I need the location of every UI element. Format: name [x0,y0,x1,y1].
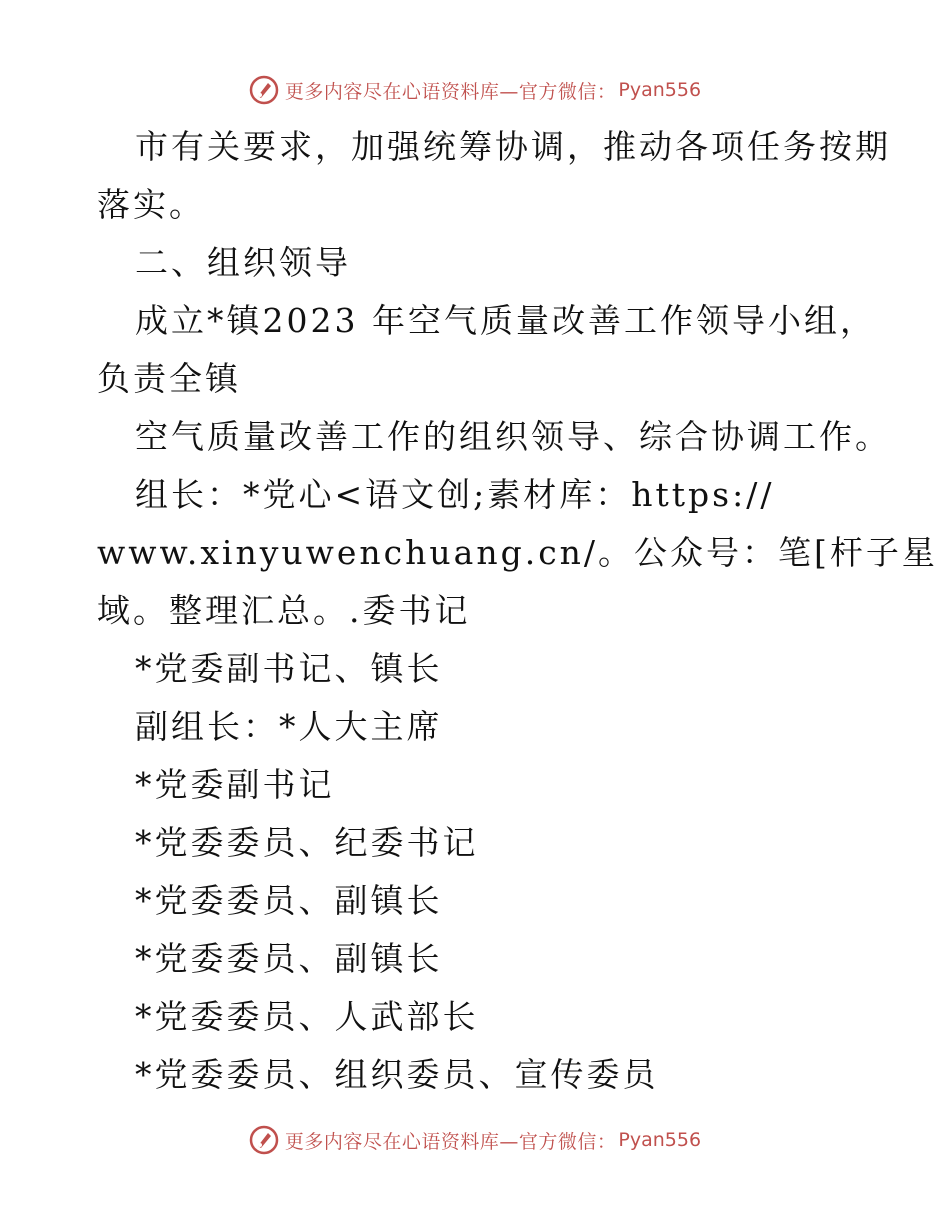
header-watermark [0,70,950,110]
watermark-wechat-id: Pyan556 [618,1129,702,1151]
pen-nib-logo-icon [249,1125,279,1155]
member-line: *党委副书记、镇长 [135,649,443,688]
body-line: 成立*镇2023 年空气质量改善工作领导小组， [135,301,876,340]
body-line: 落实。 [97,185,205,224]
body-line: 负责全镇 [97,359,241,398]
footer-watermark [0,1120,950,1160]
body-line: 组长：*党心<语文创;素材库：https:// [135,475,775,514]
member-line: *党委委员、组织委员、宣传委员 [135,1055,659,1094]
body-line: 空气质量改善工作的组织领导、综合协调工作。 [135,417,891,456]
watermark-text: 更多内容尽在心语资料库—官方微信： [284,80,617,103]
member-line: *党委委员、副镇长 [135,939,443,978]
watermark-text: 更多内容尽在心语资料库—官方微信： [284,1130,617,1153]
section-heading: 二、组织领导 [135,243,351,282]
body-line: 市有关要求，加强统筹协调，推动各项任务按期 [135,127,891,166]
member-line: *党委委员、人武部长 [135,997,479,1036]
member-line: *党委委员、纪委书记 [135,823,479,862]
watermark-wechat-id: Pyan556 [618,79,702,101]
pen-nib-logo-icon [249,75,279,105]
body-line: 域。整理汇总。.委书记 [97,591,471,630]
document-body [97,118,938,1104]
member-line: *党委副书记 [135,765,335,804]
member-line: *党委委员、副镇长 [135,881,443,920]
body-line: www.xinyuwenchuang.cn/。公众号：笔[杆子星 [97,533,938,572]
member-line: 副组长：*人大主席 [135,707,443,746]
